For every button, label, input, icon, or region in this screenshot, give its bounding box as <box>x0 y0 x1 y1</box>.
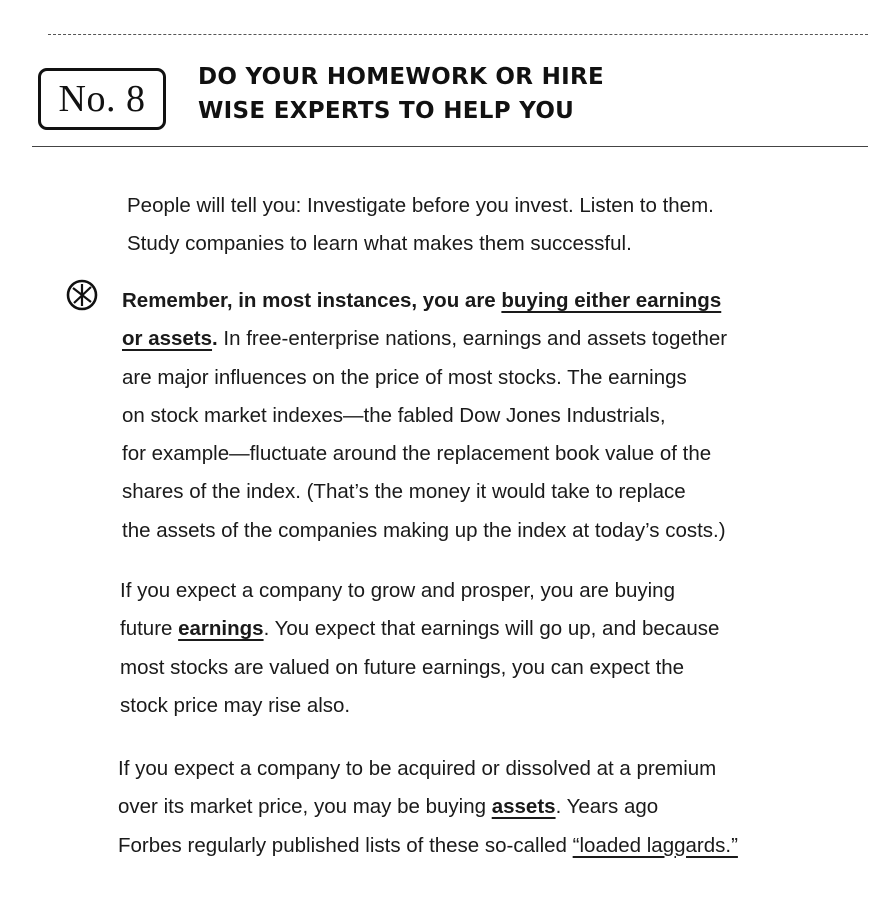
text-line <box>120 610 719 648</box>
text-run: . Years ago <box>555 795 659 819</box>
text-run: over its market price, you may be buying <box>118 795 492 819</box>
underlined-word: earnings <box>178 617 264 641</box>
text-line: If you expect a company to grow and prosper, you are buying <box>120 579 675 602</box>
underlined-word: assets <box>491 795 556 819</box>
paragraph-intro <box>127 187 714 264</box>
underlined-phrase: or assets <box>122 327 213 351</box>
text-line: Study companies to learn what makes them successful. <box>127 232 632 256</box>
text-line <box>118 788 738 826</box>
text-line: most stocks are valued on future earnings, you can expect the <box>120 655 685 679</box>
paragraph-buying-assets <box>118 750 738 865</box>
heading-line-1: DO YOUR HOMEWORK OR HIRE <box>198 64 604 90</box>
text-line: the assets of the companies making up the index at today’s costs.) <box>122 518 726 542</box>
text-line: People will tell you: Investigate before you invest. Listen to them. <box>127 194 714 217</box>
text-line <box>118 827 738 865</box>
text-line: for example—fluctuate around the replacement book value of the <box>122 442 712 466</box>
underlined-phrase: buying either earnings <box>501 289 722 312</box>
text-run: Forbes regularly published lists of these so-called <box>118 833 573 857</box>
paragraph-earnings-assets <box>122 282 727 550</box>
text-line: stock price may rise also. <box>120 693 351 717</box>
text-line <box>122 282 727 320</box>
text-line: If you expect a company to be acquired or dissolved at a premium <box>118 757 717 780</box>
text-run: In free-enterprise nations, earnings and assets together <box>217 327 728 351</box>
text-run: . You expect that earnings will go up, and because <box>263 617 720 641</box>
text-line: shares of the index. (That’s the money it would take to replace <box>122 480 686 504</box>
paragraph-future-earnings <box>120 572 719 725</box>
underlined-phrase: “loaded laggards.” <box>572 833 738 857</box>
bottom-divider <box>32 146 868 147</box>
text-line: are major influences on the price of most stocks. The earnings <box>122 365 687 389</box>
heading-line-2: WISE EXPERTS TO HELP YOU <box>198 98 575 124</box>
text-line: on stock market indexes—the fabled Dow Jones Industrials, <box>122 403 666 427</box>
text-line <box>122 320 727 358</box>
chapter-number-badge <box>38 68 166 130</box>
text-run: future <box>120 617 179 641</box>
chapter-number: No. 8 <box>58 78 146 120</box>
top-divider <box>48 34 868 35</box>
bold-text: . <box>212 327 218 351</box>
handwritten-star-icon <box>64 276 100 312</box>
section-heading <box>198 60 604 128</box>
bold-text: Remember, in most instances, you are <box>122 289 502 312</box>
